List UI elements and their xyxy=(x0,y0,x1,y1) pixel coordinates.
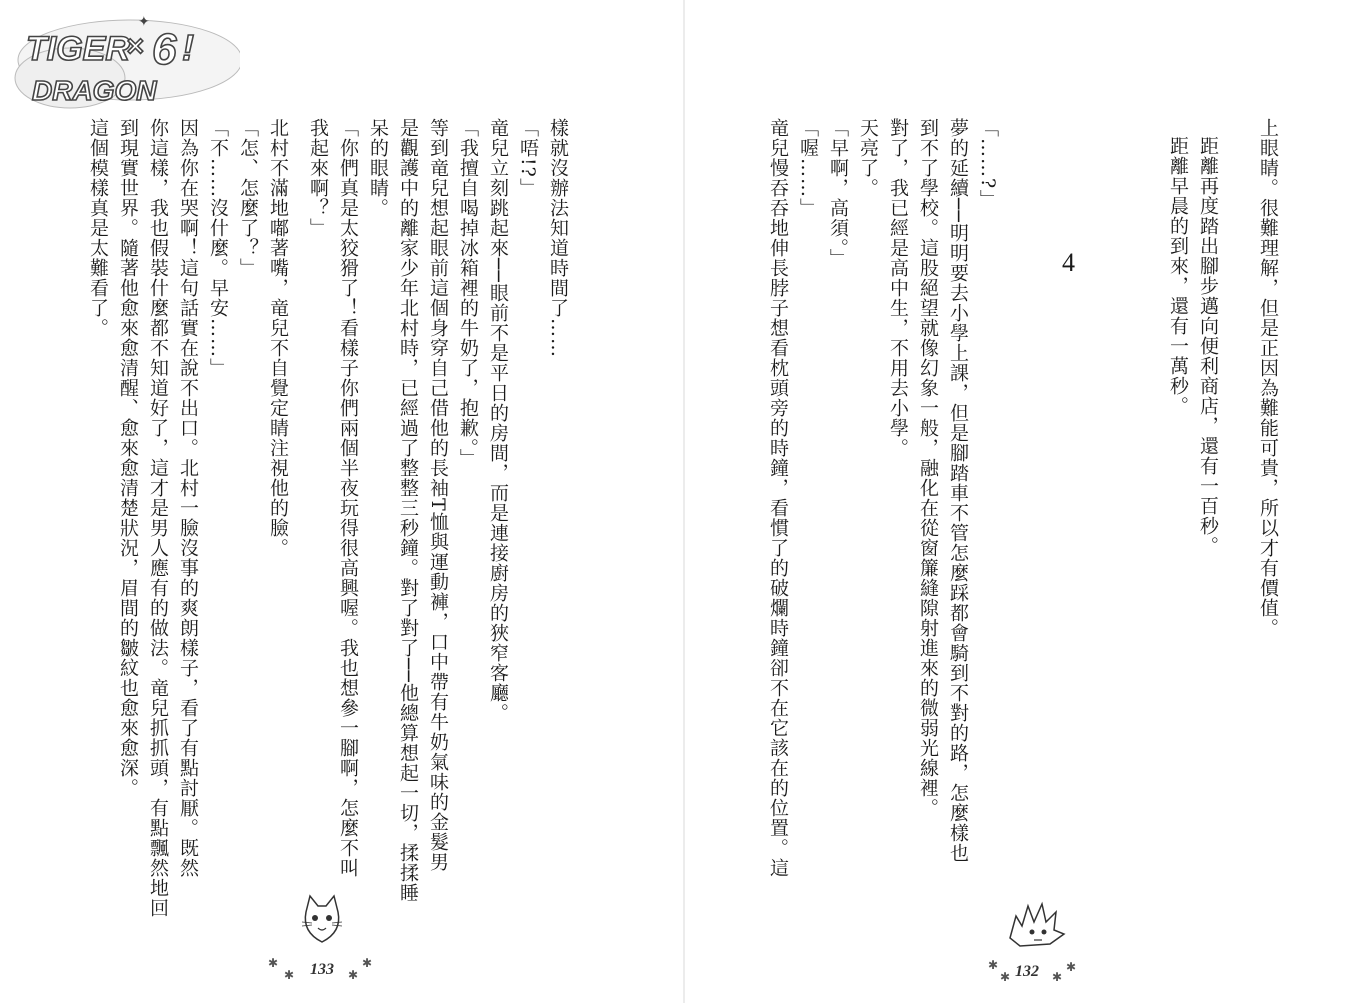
star-icon: ✱ xyxy=(988,958,999,972)
text-line: 「我擅自喝掉冰箱裡的牛奶了，抱歉。」 xyxy=(457,118,479,469)
star-icon: ✱ xyxy=(362,956,373,970)
text-line: 上眼睛。很難理解，但是正因為難能可貴，所以才有價值。 xyxy=(1257,118,1279,638)
logo-word-dragon: DRAGON xyxy=(32,75,157,106)
text-line: 到現實世界。隨著他愈來愈清醒、愈來愈清楚狀況，眉間的皺紋也愈來愈深。 xyxy=(117,118,139,798)
star-icon: ✱ xyxy=(284,968,295,982)
text-line: 「早啊，高須。」 xyxy=(827,118,849,269)
star-icon: ✱ xyxy=(1000,970,1011,984)
page-number: 132 xyxy=(1015,963,1039,980)
star-icon: ✱ xyxy=(1052,970,1063,984)
logo-times: × xyxy=(126,30,144,63)
text-line: 樣就沒辦法知道時間了…… xyxy=(547,118,569,358)
text-line: 「怎、怎麼了？」 xyxy=(237,118,259,278)
text-line: 天亮了。 xyxy=(857,118,879,198)
text-line: 夢的延續──明明要去小學上課，但是腳踏車不管怎麼踩都會騎到不對的路，怎麼樣也 xyxy=(947,118,969,863)
star-icon: ✱ xyxy=(1066,960,1077,974)
logo-six: 6 xyxy=(152,25,177,74)
logo-word-tiger: TIGER xyxy=(26,30,130,68)
text-line: 你這樣，我也假裝什麼都不知道好了，這才是男人應有的做法。竜兒抓抓頭，有點飄然地回 xyxy=(147,118,169,918)
text-line: 等到竜兒想起眼前這個身穿自己借他的長袖T恤與運動褲，口中帶有牛奶氣味的金髮男 xyxy=(427,118,449,872)
text-line: 竜兒立刻跳起來──眼前不是平日的房間，而是連接廚房的狹窄客廳。 xyxy=(487,118,509,723)
text-line: 呆的眼睛。 xyxy=(367,118,389,218)
series-logo xyxy=(10,8,240,118)
logo-bang: ! xyxy=(182,27,194,68)
text-line: 對了，我已經是高中生，不用去小學。 xyxy=(887,118,909,458)
text-line: 距離再度踏出腳步邁向便利商店，還有一百秒。 xyxy=(1197,136,1219,556)
text-line: 「……?」 xyxy=(977,118,999,210)
text-line: 「唔!?」 xyxy=(517,118,539,198)
star-icon: ✱ xyxy=(348,968,359,982)
star-icon: ✱ xyxy=(268,956,279,970)
text-line: 竜兒慢吞吞地伸長脖子想看枕頭旁的時鐘，看慣了的破爛時鐘卻不在它該在的位置。這 xyxy=(767,118,789,878)
dragon-mascot-icon xyxy=(1004,898,1068,950)
page-number: 133 xyxy=(310,961,334,978)
sparkle-icon: ✦ xyxy=(138,14,150,30)
text-line: 距離早晨的到來，還有一萬秒。 xyxy=(1167,136,1189,416)
text-line: 是觀護中的離家少年北村時，已經過了整整三秒鐘。對了對了──他總算想起一切，揉揉睡 xyxy=(397,118,419,903)
text-line: 這個模樣真是太難看了。 xyxy=(87,118,109,338)
cat-mascot-icon xyxy=(298,892,346,950)
text-line: 到不了學校。這股絕望就像幻象一般，融化在從窗簾縫隙射進來的微弱光線裡。 xyxy=(917,118,939,818)
text-line: 「喔……」 xyxy=(797,118,819,218)
text-line: 我起來啊？」 xyxy=(307,118,329,238)
chapter-number: 4 xyxy=(1062,248,1075,277)
text-line: 「不……沒什麼。早安……」 xyxy=(207,118,229,378)
text-line: 因為你在哭啊！這句話實在說不出口。北村一臉沒事的爽朗樣子，看了有點討厭。既然 xyxy=(177,118,199,878)
text-line: 北村不滿地嘟著嘴，竜兒不自覺定睛注視他的臉。 xyxy=(267,118,289,558)
text-line: 「你們真是太狡猾了！看樣子你們兩個半夜玩得很高興喔。我也想參一腳啊，怎麼不叫 xyxy=(337,118,359,878)
